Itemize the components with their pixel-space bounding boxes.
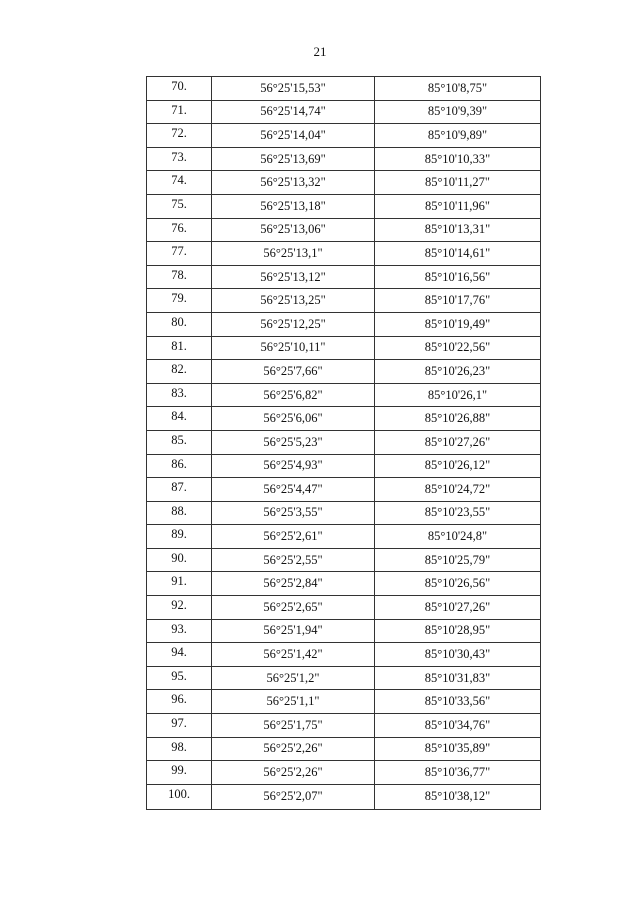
latitude-cell: 56°25'13,18" bbox=[212, 194, 375, 218]
point-number-cell: 85. bbox=[147, 430, 212, 454]
latitude-cell: 56°25'2,26" bbox=[212, 761, 375, 785]
point-number-cell: 71. bbox=[147, 100, 212, 124]
longitude-cell: 85°10'36,77" bbox=[375, 761, 541, 785]
point-number-cell: 80. bbox=[147, 312, 212, 336]
longitude-cell: 85°10'38,12" bbox=[375, 784, 541, 809]
table-row bbox=[147, 714, 541, 738]
longitude-cell: 85°10'26,12" bbox=[375, 454, 541, 478]
latitude-cell: 56°25'2,61" bbox=[212, 525, 375, 549]
table-row bbox=[147, 690, 541, 714]
point-number-cell: 87. bbox=[147, 478, 212, 502]
longitude-cell: 85°10'14,61" bbox=[375, 242, 541, 266]
latitude-cell: 56°25'6,82" bbox=[212, 383, 375, 407]
latitude-cell: 56°25'13,25" bbox=[212, 289, 375, 313]
point-number-cell: 81. bbox=[147, 336, 212, 360]
table-row bbox=[147, 501, 541, 525]
longitude-cell: 85°10'16,56" bbox=[375, 265, 541, 289]
latitude-cell: 56°25'14,74" bbox=[212, 100, 375, 124]
table-row bbox=[147, 265, 541, 289]
latitude-cell: 56°25'12,25" bbox=[212, 312, 375, 336]
table-row bbox=[147, 336, 541, 360]
latitude-cell: 56°25'7,66" bbox=[212, 360, 375, 384]
table-row bbox=[147, 383, 541, 407]
point-number-cell: 92. bbox=[147, 596, 212, 620]
latitude-cell: 56°25'13,32" bbox=[212, 171, 375, 195]
latitude-cell: 56°25'6,06" bbox=[212, 407, 375, 431]
longitude-cell: 85°10'11,96" bbox=[375, 194, 541, 218]
latitude-cell: 56°25'13,1" bbox=[212, 242, 375, 266]
latitude-cell: 56°25'2,84" bbox=[212, 572, 375, 596]
point-number-cell: 84. bbox=[147, 407, 212, 431]
table-row bbox=[147, 784, 541, 809]
longitude-cell: 85°10'35,89" bbox=[375, 737, 541, 761]
table-row bbox=[147, 360, 541, 384]
table-row bbox=[147, 525, 541, 549]
latitude-cell: 56°25'4,47" bbox=[212, 478, 375, 502]
table-row bbox=[147, 242, 541, 266]
table-row bbox=[147, 737, 541, 761]
latitude-cell: 56°25'15,53" bbox=[212, 77, 375, 101]
longitude-cell: 85°10'34,76" bbox=[375, 714, 541, 738]
coordinates-table bbox=[146, 76, 541, 810]
latitude-cell: 56°25'1,75" bbox=[212, 714, 375, 738]
longitude-cell: 85°10'19,49" bbox=[375, 312, 541, 336]
latitude-cell: 56°25'1,42" bbox=[212, 643, 375, 667]
latitude-cell: 56°25'2,65" bbox=[212, 596, 375, 620]
table-row bbox=[147, 478, 541, 502]
longitude-cell: 85°10'26,56" bbox=[375, 572, 541, 596]
longitude-cell: 85°10'8,75" bbox=[375, 77, 541, 101]
longitude-cell: 85°10'25,79" bbox=[375, 548, 541, 572]
table-row bbox=[147, 454, 541, 478]
latitude-cell: 56°25'13,69" bbox=[212, 147, 375, 171]
point-number-cell: 100. bbox=[147, 784, 212, 809]
table-row bbox=[147, 312, 541, 336]
longitude-cell: 85°10'23,55" bbox=[375, 501, 541, 525]
point-number-cell: 96. bbox=[147, 690, 212, 714]
latitude-cell: 56°25'2,07" bbox=[212, 784, 375, 809]
point-number-cell: 70. bbox=[147, 77, 212, 101]
longitude-cell: 85°10'9,39" bbox=[375, 100, 541, 124]
table-row bbox=[147, 171, 541, 195]
latitude-cell: 56°25'1,94" bbox=[212, 619, 375, 643]
table-row bbox=[147, 643, 541, 667]
latitude-cell: 56°25'4,93" bbox=[212, 454, 375, 478]
longitude-cell: 85°10'17,76" bbox=[375, 289, 541, 313]
longitude-cell: 85°10'24,8" bbox=[375, 525, 541, 549]
longitude-cell: 85°10'31,83" bbox=[375, 666, 541, 690]
point-number-cell: 78. bbox=[147, 265, 212, 289]
point-number-cell: 75. bbox=[147, 194, 212, 218]
point-number-cell: 99. bbox=[147, 761, 212, 785]
latitude-cell: 56°25'2,55" bbox=[212, 548, 375, 572]
longitude-cell: 85°10'9,89" bbox=[375, 124, 541, 148]
table-row bbox=[147, 572, 541, 596]
longitude-cell: 85°10'10,33" bbox=[375, 147, 541, 171]
latitude-cell: 56°25'1,1" bbox=[212, 690, 375, 714]
longitude-cell: 85°10'22,56" bbox=[375, 336, 541, 360]
point-number-cell: 90. bbox=[147, 548, 212, 572]
longitude-cell: 85°10'13,31" bbox=[375, 218, 541, 242]
point-number-cell: 73. bbox=[147, 147, 212, 171]
longitude-cell: 85°10'24,72" bbox=[375, 478, 541, 502]
latitude-cell: 56°25'5,23" bbox=[212, 430, 375, 454]
point-number-cell: 88. bbox=[147, 501, 212, 525]
table-row bbox=[147, 596, 541, 620]
table-row bbox=[147, 194, 541, 218]
point-number-cell: 72. bbox=[147, 124, 212, 148]
longitude-cell: 85°10'27,26" bbox=[375, 430, 541, 454]
table-row bbox=[147, 289, 541, 313]
point-number-cell: 93. bbox=[147, 619, 212, 643]
point-number-cell: 76. bbox=[147, 218, 212, 242]
table-row bbox=[147, 619, 541, 643]
table-row bbox=[147, 100, 541, 124]
page-number: 21 bbox=[313, 44, 327, 59]
point-number-cell: 79. bbox=[147, 289, 212, 313]
latitude-cell: 56°25'2,26" bbox=[212, 737, 375, 761]
coordinates-table-body bbox=[147, 77, 541, 810]
point-number-cell: 83. bbox=[147, 383, 212, 407]
latitude-cell: 56°25'13,12" bbox=[212, 265, 375, 289]
table-row bbox=[147, 218, 541, 242]
longitude-cell: 85°10'26,23" bbox=[375, 360, 541, 384]
table-row bbox=[147, 147, 541, 171]
longitude-cell: 85°10'26,1" bbox=[375, 383, 541, 407]
table-row bbox=[147, 124, 541, 148]
point-number-cell: 89. bbox=[147, 525, 212, 549]
latitude-cell: 56°25'13,06" bbox=[212, 218, 375, 242]
longitude-cell: 85°10'11,27" bbox=[375, 171, 541, 195]
latitude-cell: 56°25'1,2" bbox=[212, 666, 375, 690]
point-number-cell: 91. bbox=[147, 572, 212, 596]
latitude-cell: 56°25'3,55" bbox=[212, 501, 375, 525]
latitude-cell: 56°25'14,04" bbox=[212, 124, 375, 148]
longitude-cell: 85°10'30,43" bbox=[375, 643, 541, 667]
point-number-cell: 95. bbox=[147, 666, 212, 690]
point-number-cell: 74. bbox=[147, 171, 212, 195]
latitude-cell: 56°25'10,11" bbox=[212, 336, 375, 360]
table-row bbox=[147, 548, 541, 572]
longitude-cell: 85°10'28,95" bbox=[375, 619, 541, 643]
point-number-cell: 94. bbox=[147, 643, 212, 667]
point-number-cell: 77. bbox=[147, 242, 212, 266]
point-number-cell: 86. bbox=[147, 454, 212, 478]
table-row bbox=[147, 407, 541, 431]
table-row bbox=[147, 430, 541, 454]
point-number-cell: 98. bbox=[147, 737, 212, 761]
point-number-cell: 82. bbox=[147, 360, 212, 384]
longitude-cell: 85°10'33,56" bbox=[375, 690, 541, 714]
longitude-cell: 85°10'27,26" bbox=[375, 596, 541, 620]
table-row bbox=[147, 761, 541, 785]
point-number-cell: 97. bbox=[147, 714, 212, 738]
table-row bbox=[147, 77, 541, 101]
longitude-cell: 85°10'26,88" bbox=[375, 407, 541, 431]
table-row bbox=[147, 666, 541, 690]
